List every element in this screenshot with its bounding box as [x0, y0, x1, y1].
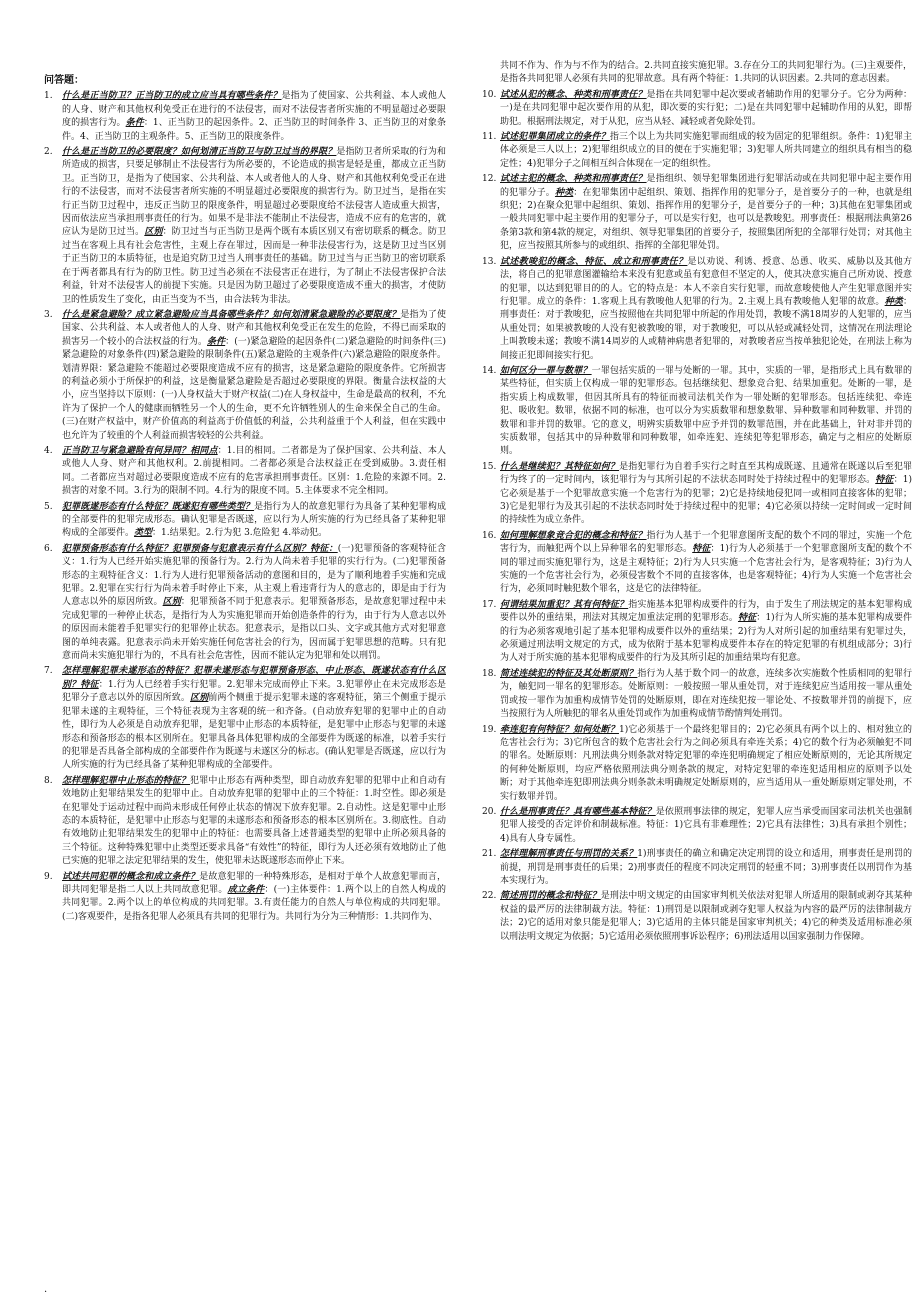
question-number: 4.	[44, 445, 53, 456]
right-question-list	[482, 60, 912, 944]
answer-text: 是指犯罪行为自着手实行之时直至其构成既遂、且通常在既遂以后至犯罪行为终了的一定时间内，该犯罪行为与其所引起的不法状态同时处于持续过程中的犯罪形态。	[500, 461, 912, 486]
question-item	[44, 665, 446, 772]
answer-text-continued: ：1.结果犯。2.行为犯 3.危险犯 4.举动犯。	[152, 528, 328, 539]
keyword-label: 特征	[875, 475, 894, 486]
answer-text: 是指防卫者所采取的行为和所造成的损害，只要足够制止不法侵害行为所必要的，不论造成的损害是轻是重，都成立正当防卫。正当防卫，是指为了使国家、公共利益、本人或者他人的人身、财产和其他权利免受正在进行的不法侵害，而对不法侵害者所实施的不明显超过必要限度的损害行为。防卫过当，是指在实行正当防卫过程中，违反正当防卫的限度条件，明显超过必要限度给不法侵害人造成重大损害，因而依法应当承担刑事责任的行为。如果不是非法不能制止不法侵害，造成不应有的危害的，就应认为是防卫过当。	[62, 147, 446, 238]
keyword-label: 区别	[144, 227, 163, 238]
answer-text-continued: ：1.目的相同。二者都是为了保护国家、公共利益、本人或他人人身、财产和其他权利。2.前提相同。二者都必须是合法权益正在受到威胁。3.责任相同。二者都应当对超过必要限度造成不应有的危害承担刑事责任。区别：1.危险的来源不同。2.损害的对象不同。3.行为的限制不同。4.行为的限度不同。5.主体要求不完全相同。	[62, 445, 446, 497]
answer-text-continued: ：1)行为人必须基于一个犯罪意图所支配的数个不同的罪过而实施犯罪行为，这是主观特征；2)行为人只实施一个危害社会行为，是客观特征；3)行为人实施的一个危害社会行为，必须侵害数个不同的直接客体，也是客观特征；4)行为人实施一个危害社会行为，必须同时触犯数个罪名，这是它的法律特征。	[500, 544, 912, 595]
answer-text: 是刑法中明文规定的由国家审判机关依法对犯罪人所适用的限制或剥夺其某种权益的最严厉的法律制裁方法。特征：1)刑罚是以限制或剥夺犯罪人权益为内容的最严厉的法律制裁方法；2)它的适用对象只能是犯罪人；3)它适用的主体只能是国家审判机关；4)它的种类及适用标准必须以刑法明文规定为依据；5)它适用必须依照刑事诉讼程序；6)刑法适用以国家强制力作保障。	[500, 891, 912, 942]
keyword-label: 特征	[737, 613, 757, 624]
question-number: 14.	[482, 365, 497, 376]
question-title: 什么是刑事责任？具有哪些基本特征？	[500, 806, 656, 817]
question-title: 如何理解想象竞合犯的概念和特征？	[500, 530, 647, 541]
right-column	[482, 60, 912, 1292]
question-title: 如何区分一罪与数罪？	[500, 365, 592, 376]
answer-text-continued: ：(一)主体要件：1.两个以上的自然人构成的共同犯罪。2.两个以上的单位构成的共同犯罪。3.有责任能力的自然人与单位构成的共同犯罪。(二)客观要件，是指各犯罪人必须具有共同的犯罪行为。共同行为分为三种情形：1.共同作为、	[62, 884, 446, 922]
left-question-list	[44, 90, 446, 924]
question-title: 犯罪既遂形态有什么特征？既遂犯有哪些类型？	[62, 501, 255, 512]
question-item	[482, 461, 912, 528]
question-number: 20.	[482, 806, 497, 817]
question-title: 正当防卫与紧急避险有何异同？	[62, 445, 191, 456]
question-title: 牵连犯有何特征？如何处断？	[500, 724, 619, 735]
question-number: 12.	[482, 174, 497, 185]
answer-text: 是指组织、领导犯罪集团进行犯罪活动或在共同犯罪中起主要作用的犯罪分子。	[500, 174, 912, 198]
question-number: 1.	[44, 91, 53, 102]
question-number: 15.	[482, 461, 497, 472]
answer-text: 是指行为人的故意犯罪行为具备了某种犯罪构成的全部要件的犯罪完成形态。确认犯罪是否既遂，应以行为人所实施的行为已经具备了某种犯罪构成的全部要件。	[62, 501, 446, 539]
answer-text-continued: ：(一)紧急避险的起因条件(二)紧急避险的时间条件(三)紧急避险的对象条件(四)紧急避险的限制条件(五)紧急避险的主观条件(六)紧急避险的限度条件。划清界限：紧急避险不能超过必要限度造成不应有的损害，这是紧急避险的限度条件。它所损害的利益必须小于所保护的利益，这是衡量紧急避险是否超过必要限度的界限。衡量合法权益的大小，应当坚持以下原则：(一)人身权益大于财产权益(二)在人身权益中，生命是最高的权利，不允许为了保护一个人的健康而牺牲另一个人的生命，更不允许牺牲别人的生命来保全自己的生命。(三)在财产权益中，财产价值高的利益高于价值低的利益，公共利益重于个人利益，但在实践中也允许为了较重的个人利益而损害较轻的公共利益。	[62, 336, 446, 441]
question-number: 13.	[482, 256, 497, 267]
question-title: 什么是正当防卫？正当防卫的成立应当具有哪些条件？	[62, 91, 282, 102]
question-item	[44, 775, 446, 869]
answer-text: 犯罪中止形态有两种类型，即自动放弃犯罪的犯罪中止和自动有效地防止犯罪结果发生的犯罪中止。自动放弃犯罪的犯罪中止的三个特征：1.时空性。即必须是在犯罪处于运动过程中而尚未形成任何停止状态的情况下放弃犯罪。2.自动性。这是犯罪中止形态的本质特征，是犯罪中止形态与犯罪的未遂形态和预备形态的根本区别所在。3.彻底性。自动有效地防止犯罪结果发生的犯罪中止的特征：也需要具备上述普通类型的犯罪中止所必须具备的三个特征。这种特殊犯罪中止类型还要求具备“有效性”的特征，即行为人还必须有效地防止了他已实施的犯罪之法定犯罪结果的发生，使犯罪未达既遂形态而停止下来。	[62, 775, 446, 867]
answer-text: ：1.行为人已经着手实行犯罪。2.犯罪未完成而停止下来。3.犯罪停止在未完成形态是犯罪分子意志以外的原因所致。	[62, 679, 446, 704]
answer-text-continued: ：防卫过当与正当防卫是两个既有本质区别又有密切联系的概念。防卫过当在客观上具有社会危害性，主观上存在罪过，因而是一种非法侵害行为，这是防卫过当区别于正当防卫的本质特征，也是追究防卫过当人刑事责任的基础。防卫过当与正当防卫的密切联系在于两者都具有行为的防卫性。防卫过当必须在不法侵害正在进行，为了制止不法侵害保护合法利益，针对不法侵害人的前提下实施。只是因为防卫超过了必要限度造成不重大的损害，才使防卫的性质发生了变化，由正当变为不当，由合法转为非法。	[62, 227, 446, 305]
question-title: 什么是正当防卫的必要限度？如何划清正当防卫与防卫过当的界限？	[62, 147, 337, 158]
question-number: 17.	[482, 599, 497, 610]
answer-text: 是指为了使国家、公共利益、本人或者他人的人身、财产和其他权利免受正在发生的危险，不得已而采取的损害另一个较小的合法权益的行为。	[62, 309, 446, 347]
question-title: 怎样理解犯罪未遂形态的特征？犯罪未遂形态与犯罪预备形态、中止形态、既遂状态有什么区别？特征	[62, 666, 446, 690]
keyword-label: 成立条件	[227, 884, 265, 895]
question-number: 9.	[44, 871, 53, 882]
answer-text: 是故意犯罪的一种特殊形态，是相对于单个人故意犯罪而言，即共同犯罪是指二人以上共同故意犯罪。	[62, 871, 446, 895]
question-number: 3.	[44, 309, 53, 320]
question-number: 6.	[44, 543, 53, 554]
question-item	[482, 668, 912, 722]
question-title: 简述刑罚的概念和特征？	[500, 891, 601, 902]
question-number: 10.	[482, 89, 497, 100]
question-item	[482, 724, 912, 804]
keyword-label: 条件	[125, 118, 144, 129]
question-number: 22.	[482, 891, 497, 902]
question-number: 16.	[482, 530, 497, 541]
question-title: 试述主犯的概念、种类和刑事责任？	[500, 174, 647, 185]
question-item	[44, 871, 446, 925]
question-item	[482, 173, 912, 253]
question-item	[482, 60, 912, 87]
question-title: 试述教唆犯的概念、特征、成立和刑事责任？	[500, 256, 688, 267]
answer-text: 是指为了使国家、公共利益、本人或他人的人身、财产和其他权利免受正在进行的不法侵害，而对不法侵害者所实施的不明显超过必要限度的损害行为。	[62, 91, 446, 129]
question-title: 什么是继续犯？其特征如何？	[500, 461, 620, 472]
question-item	[482, 365, 912, 459]
answer-text: (一)犯罪预备的客观特征含义：1.行为人已经开始实施犯罪的预备行为。2.行为人尚未着手犯罪的实行行为。(二)犯罪预备形态的主观特征含义：1.行为人进行犯罪预备活动的意图和目的，是为了顺利地着手实施和完成犯罪。2.犯罪在实行行为尚未着手时停止下来，从主观上看违背行为人的意志的，即是由于行为人意志以外的原因所致。	[62, 543, 446, 608]
left-column	[44, 74, 446, 1274]
answer-text: 1)它必须基于一个最终犯罪目的；2)它必须具有两个以上的、相对独立的危害社会行为；3)它所包含的数个危害社会行为之间必须具有牵连关系；4)它的数个行为必须触犯不同的罪名。处断原则：凡刑法典分则条款对特定犯罪的牵连犯明确规定了相应处断原则的，无论其所规定的何种处断原则，均应严格依照刑法典分则条款的规定，对特定犯罪的牵连犯适用相应的原则予以处断；对于其他牵连犯即刑法典分则条款未明确规定处断原则的，应当适用从一重处断原则定罪处刑，不实行数罪并罚。	[500, 724, 912, 802]
keyword-label: 特征	[692, 544, 711, 555]
question-title: 什么是紧急避险？成立紧急避险应当具备哪些条件？如何划清紧急避险的必要限度？	[62, 309, 401, 320]
question-item	[482, 599, 912, 666]
question-item	[44, 445, 446, 499]
question-number: 11.	[482, 132, 497, 143]
question-item	[482, 890, 912, 944]
question-number: 18.	[482, 668, 497, 679]
question-title: 简述连续犯的特征及其处断原则？	[500, 668, 638, 679]
answer-text: 是以劝说、利诱、授意、怂恿、收买、威胁以及其他方法，将自己的犯罪意图灌输给本来没有犯意或虽有犯意但不坚定的人，使其决意实施自己所劝说、授意的犯罪，以达到犯罪目的的人。它的特点是：本人不亲自实行犯罪，而故意唆使他人产生犯罪意图并实行犯罪。成立的条件：1.客观上具有教唆他人犯罪的行为。2.主观上具有教唆他人犯罪的故意。	[500, 256, 912, 307]
question-title: 何谓结果加重犯？其有何特征？	[500, 599, 629, 610]
answer-text: 一罪包括实质的一罪与处断的一罪。其中，实质的一罪，是指形式上具有数罪的某些特征，但实质上仅构成一罪的犯罪形态。包括继续犯、想象竞合犯、结果加重犯。处断的一罪，是指实质上构成数罪，但因其所具有的特征而被司法机关作为一罪处断的犯罪形态。包括连续犯、牵连犯、吸收犯。数罪，依据不同的标准，也可以分为实质数罪和想象数罪、异种数罪和同种数罪、并罚的数罪和非并罚的数罪。它的意义，明辨实质数罪中应予并罚的数罪范围，并在此基础上，针对非并罚的实质数罪，包括其中的异种数罪和同种数罪，如牵连犯、连续犯等犯罪形态，确定与之相应的处断原则。	[500, 365, 912, 457]
question-title: 试述犯罪集团成立的条件？	[500, 132, 610, 143]
keyword-label: 种类	[554, 187, 574, 198]
keyword-label: 种类	[884, 296, 903, 307]
answer-text-continued: ：1、正当防卫的起因条件。2、正当防卫的时间条件 3、正当防卫的对象条件。4、正当防卫的主观条件。5、正当防卫的限度条件。	[62, 118, 446, 142]
question-number: 2.	[44, 147, 53, 158]
keyword-label: 区别	[162, 597, 181, 608]
footer-mark: .	[44, 1284, 48, 1295]
question-title: 试述从犯的概念、种类和刑事责任？	[500, 89, 647, 100]
question-item	[44, 146, 446, 307]
answer-text: 指行为人基于一个犯罪意图所支配的数个不同的罪过，实施一个危害行为，而触犯两个以上异种罪名的犯罪形态。	[500, 530, 912, 555]
question-title: 试述共同犯罪的概念和成立条件？	[62, 871, 200, 882]
answer-text: 1)刑事责任的确立和确定决定刑罚的设立和适用，刑事责任是刑罚的前提，刑罚是刑事责任的后果；2)刑事责任的程度不同决定刑罚的轻重不同；3)刑事责任以刑罚作为基本实现行为。	[500, 849, 912, 886]
answer-text: 是指在共同犯罪中起次要或者辅助作用的犯罪分子。它分为两种：一)是在共同犯罪中起次要作用的从犯，即次要的实行犯；二)是在共同犯罪中起辅助作用的从犯，即帮助犯。根据刑法规定，对于从犯，应当从轻、减轻或者免除处罚。	[500, 89, 912, 127]
question-number: 21.	[482, 849, 497, 860]
answer-text-continued: ：1)它必须是基于一个犯罪故意实施一个危害行为的犯罪；2)它是持续地侵犯同一或相同直接客体的犯罪；3)它是犯罪行为及其引起的不法状态同时处于持续过程中的犯罪；4)它必须以持续一定时间或一定时间的持续性为成立条件。	[500, 475, 912, 526]
question-number: 19.	[482, 724, 497, 735]
answer-text: 是依照刑事法律的规定，犯罪人应当承受而国家司法机关也强制犯罪人接受的否定评价和制裁标准。特征：1)它具有非难理性；2)它具有法律性；3)具有承担个别性；4)具有人身专属性。	[500, 806, 912, 844]
question-item	[44, 543, 446, 664]
question-item	[482, 256, 912, 363]
keyword-label: 区别	[190, 693, 209, 704]
question-number: 5.	[44, 501, 53, 512]
answer-text: 指行为人基于数个同一的故意，连续多次实施数个性质相同的犯罪行为，触犯同一罪名的犯罪形态。处断原则：一般按照一罪从重处罚，对于连续犯应当适用按一罪从重处罚或按一罪作为加重构成情节处罚的处断原则，即在对连续犯按一罪论处、不按数罪并罚的前提下，应当按照行为人所触犯的罪名从重处罚或作为加重构成情节酌情判处刑罚。	[500, 668, 912, 720]
question-item	[482, 131, 912, 171]
keyword-label: 类型	[134, 528, 153, 539]
answer-text: 共同不作为、作为与不作为的结合。2.共同直接实施犯罪。3.存在分工的共同犯罪行为。(三)主观要件，是指各共同犯罪人必须有共同的犯罪故意。具有两个特征：1.共同的认识因素。2.共同的意志因素。	[500, 61, 912, 85]
keyword-label: 相同点	[190, 445, 218, 456]
answer-text-continued: ：犯罪预备不同于犯意表示。犯罪预备形态，是故意犯罪过程中未完成犯罪的一种停止状态，是指行为人为实施犯罪而开始创造条件的行为，由于行为人意志以外的原因而未能着手犯罪实行的犯罪停止状态。犯意表示，是指以口头、文字或其他方式对犯罪意图的单纯表露。犯意表示尚未开始实施任何危害社会的行为，因而属于犯罪思想的范畴。只有犯意而尚未实施犯罪行为的，不具有社会危害性，因而不能认定为犯罪和处以刑罚。	[62, 597, 446, 662]
answer-text-continued: 前两个侧重于提示犯罪未遂的客观特征，第三个侧重于提示犯罪未遂的主观特征，三个特征表现为主客观的统一和齐备。(自动放弃犯罪的犯罪中止的自动性，即行为人必须是自动放弃犯罪，是犯罪中止形态的本质特征，是犯罪中止形态与犯罪的未遂形态和预备形态的根本区别所在。犯罪具备具体犯罪构成的全部要件为既遂的标准，以着手实行的犯罪是否具备全部构成的全部要件作为既遂与未遂区分的标志。(确认犯罪是否既遂，应以行为人所实施的行为已经具备了某种犯罪构成的全部要件。	[62, 693, 446, 771]
keyword-label: 条件	[207, 336, 226, 347]
question-title: 怎样理解刑事责任与刑罚的关系？	[500, 849, 638, 860]
question-item	[482, 89, 912, 129]
answer-text-continued: ：1)行为人所实施的基本犯罪构成要件的行为必须客观地引起了基本犯罪构成要件以外的重结果；2)行为人对所引起的加重结果有犯罪过失，必须通过刑法明文规定的方式，成为依附于基本犯罪构成要件本存在的特定犯罪的有机组成部分；3)行为人对于所实施的基本犯罪构成要件的行为及其所引起的加重结果均有犯意。	[500, 613, 912, 664]
question-item	[482, 806, 912, 846]
question-item	[44, 501, 446, 541]
question-item	[482, 848, 912, 888]
question-item	[44, 90, 446, 144]
section-heading: 问答题：	[44, 75, 84, 86]
answer-text-continued: ：刑事责任：对于教唆犯，应当按照他在共同犯罪中所起的作用处罚，教唆不满18周岁的人犯罪的，应当从重处罚；如果被教唆的人没有犯被教唆的罪，对于教唆犯，可以从轻或减轻处罚，这情况在刑法理论上叫教唆未遂；教唆不满14周岁的人或精神病患者犯罪的，对教唆者应当按单独犯论处，在刑法上称为间接正犯即间接实行犯。	[500, 296, 912, 361]
answer-text-continued: ：在犯罪集团中起组织、策划、指挥作用的犯罪分子，是首要分子的一种，也就是组织犯；2)在聚众犯罪中起组织、策划、指挥作用的犯罪分子，是首要分子的一种；3)其他在犯罪集团或一般共同犯罪中起主要作用的犯罪分子，可以是实行犯，也可以是教唆犯。刑事责任：根据刑法典第26条第3款和第4款的规定，对组织、领导犯罪集团的首要分子，按照集团所犯的全部罪行处罚；对其他主犯，应当按照其所参与的或组织、指挥的全部犯罪处罚。	[500, 187, 912, 252]
answer-text: 指实施基本犯罪构成要件的行为，由于发生了刑法规定的基本犯罪构成要件以外的重结果，刑法对其规定加重法定刑的犯罪形态。	[500, 599, 912, 624]
question-title: 犯罪预备形态有什么特征？犯罪预备与犯意表示有什么区别？特征：	[62, 543, 338, 554]
question-title: 怎样理解犯罪中止形态的特征？	[62, 775, 191, 786]
question-item	[44, 309, 446, 443]
question-item	[482, 530, 912, 597]
question-number: 8.	[44, 775, 53, 786]
question-number: 7.	[44, 666, 53, 677]
answer-text: 指三个以上为共同实施犯罪而组成的较为固定的犯罪组织。条件：1)犯罪主体必须是三人以上；2)犯罪组织成立的目的便在于实施犯罪；3)犯罪人所共同建立的组织具有相当的稳定性；4)犯罪分子之间相互纠合体现在一定的组织性。	[500, 132, 912, 169]
